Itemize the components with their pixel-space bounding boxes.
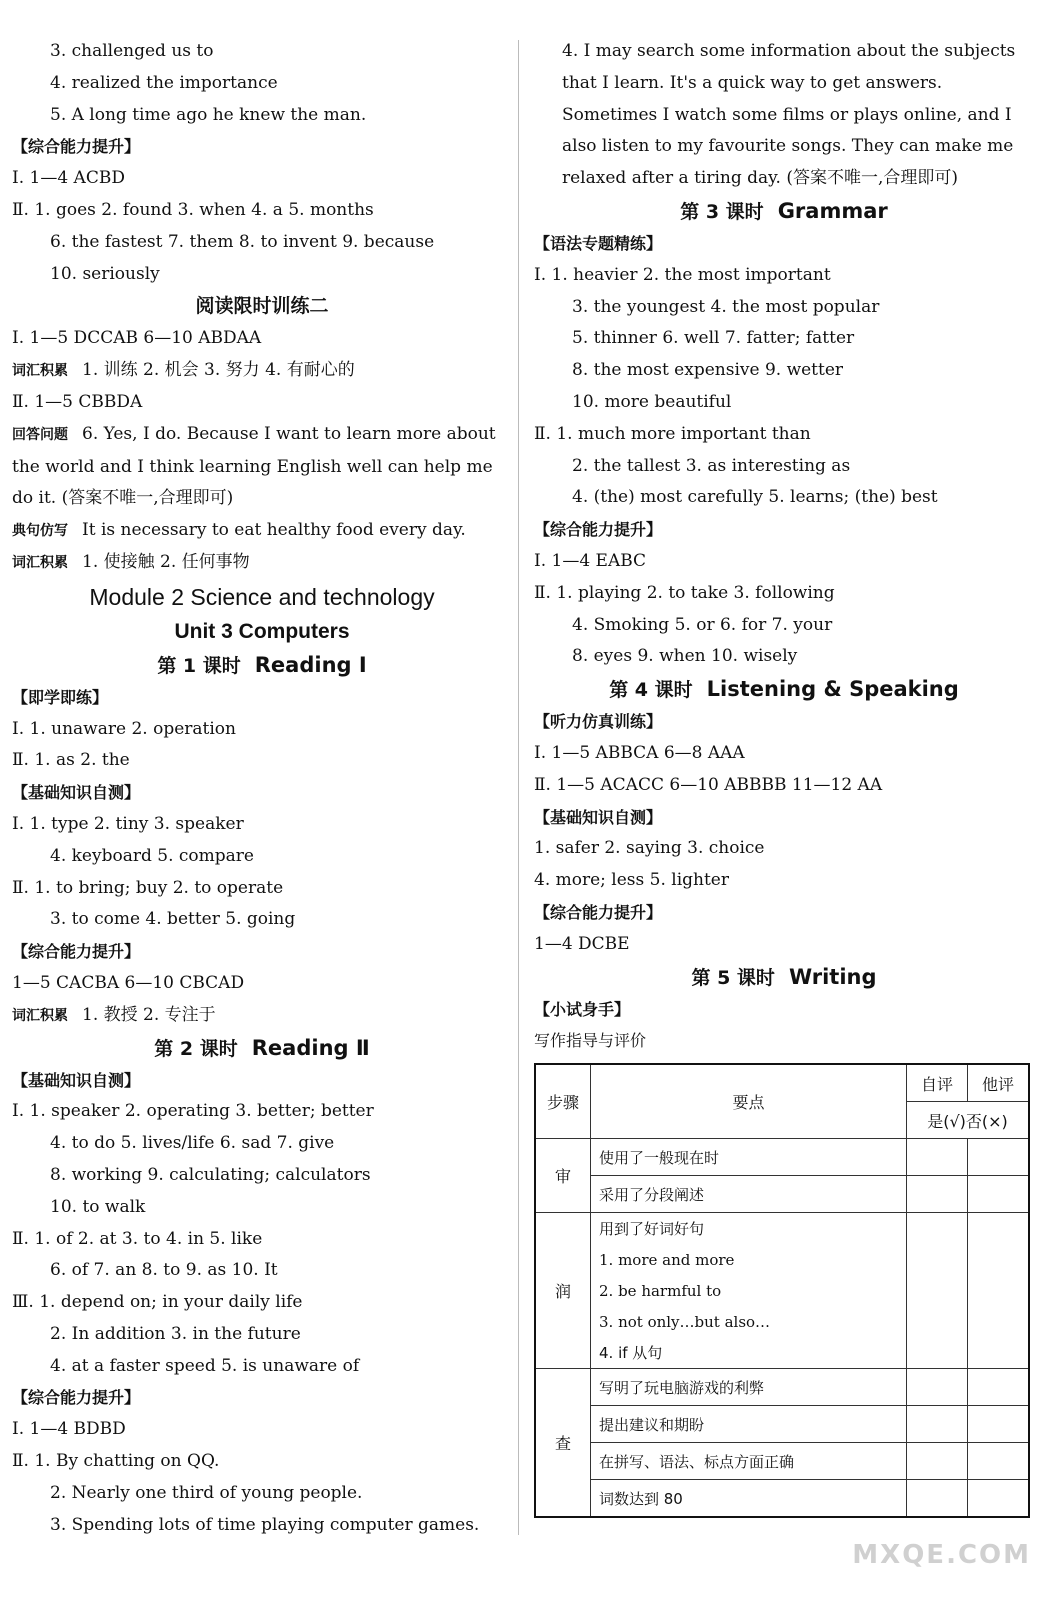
module-title: Module 2 Science and technology: [89, 583, 435, 610]
answer-line: 4. Smoking 5. or 6. for 7. your: [572, 614, 833, 635]
self-eval-cell[interactable]: [907, 1480, 968, 1518]
section-tag: 【综合能力提升】: [12, 1388, 141, 1408]
table-item: 提出建议和期盼: [591, 1406, 907, 1443]
answer-line: 2. In addition 3. in the future: [50, 1323, 301, 1344]
table-item: 2. be harmful to: [591, 1275, 907, 1306]
answer-line: Ⅱ. 1—5 CBBDA: [12, 391, 143, 412]
lesson-heading: [534, 195, 1034, 228]
self-eval-cell[interactable]: [907, 1213, 968, 1369]
section-tag: 【综合能力提升】: [12, 942, 141, 962]
answer-line: 10. more beautiful: [572, 391, 732, 412]
answer-line: Ⅱ. 1. much more important than: [534, 423, 811, 444]
answer-line: 8. working 9. calculating; calculators: [50, 1164, 371, 1185]
table-item: 写明了玩电脑游戏的利弊: [591, 1369, 907, 1406]
table-header-step: 步骤: [535, 1064, 591, 1139]
answer-line: Ⅰ. 1—4 BDBD: [12, 1419, 126, 1440]
table-item: 词数达到 80: [591, 1480, 907, 1518]
table-header-self: 自评: [907, 1064, 968, 1102]
vocab-label: 词汇积累: [12, 363, 68, 380]
answer-line: Ⅱ. 1—5 ACACC 6—10 ABBBB 11—12 AA: [534, 774, 883, 795]
lesson-name: Writing: [788, 964, 877, 989]
answer-line: Ⅰ. 1—4 ACBD: [12, 168, 125, 189]
vocab-line: [12, 1000, 512, 1032]
answer-line: Ⅱ. 1. as 2. the: [12, 750, 130, 771]
table-caption: 写作指导与评价: [534, 1031, 647, 1051]
answer-line: 6. the fastest 7. them 8. to invent 9. because: [50, 231, 435, 252]
vocab-line: [12, 355, 512, 387]
answer-line: 10. to walk: [50, 1196, 146, 1217]
self-eval-cell[interactable]: [907, 1176, 968, 1213]
table-item: 1. more and more: [591, 1244, 907, 1275]
lesson-number: 第 2 课时: [154, 1037, 238, 1060]
answer-line: Ⅲ. 1. depend on; in your daily life: [12, 1292, 303, 1313]
writing-evaluation-table: [534, 1063, 1030, 1518]
section-tag: 【综合能力提升】: [534, 520, 663, 540]
answer-line: Ⅱ. 1. goes 2. found 3. when 4. a 5. months: [12, 199, 374, 220]
right-column: [534, 36, 1034, 1518]
vocab-line: [12, 547, 512, 579]
answer-line: Ⅱ. 1. playing 2. to take 3. following: [534, 582, 835, 603]
answer-line: Ⅰ. 1. type 2. tiny 3. speaker: [12, 813, 244, 834]
lesson-heading: [12, 1032, 512, 1065]
section-tag: 【即学即练】: [12, 687, 109, 707]
peer-eval-cell[interactable]: [968, 1176, 1030, 1213]
lesson-number: 第 4 课时: [609, 679, 693, 702]
table-header-scale: 是(√)否(×): [907, 1102, 1030, 1139]
answer-label: 回答问题: [12, 426, 68, 443]
self-eval-cell[interactable]: [907, 1406, 968, 1443]
answer-line: Ⅰ. 1—5 DCCAB 6—10 ABDAA: [12, 328, 262, 349]
vocab-text: 1. 训练 2. 机会 3. 努力 4. 有耐心的: [82, 360, 355, 381]
answer-paragraph: [12, 419, 512, 515]
section-tag: 【综合能力提升】: [534, 902, 663, 922]
peer-eval-cell[interactable]: [968, 1406, 1030, 1443]
answer-line: 3. challenged us to: [50, 41, 214, 61]
lesson-heading: [12, 649, 512, 682]
vocab-label: 词汇积累: [12, 1007, 68, 1024]
section-tag: 【基础知识自测】: [534, 807, 663, 827]
unit-title: Unit 3 Computers: [174, 619, 350, 643]
answer-line: 1. safer 2. saying 3. choice: [534, 838, 765, 859]
left-column: [12, 36, 512, 1541]
table-item: 使用了一般现在时: [591, 1139, 907, 1176]
peer-eval-cell[interactable]: [968, 1443, 1030, 1480]
answer-line: Ⅱ. 1. of 2. at 3. to 4. in 5. like: [12, 1228, 263, 1249]
answer-line: Ⅱ. 1. to bring; buy 2. to operate: [12, 877, 284, 898]
lesson-heading: [534, 961, 1034, 994]
answer-line: Ⅰ. 1—5 ABBCA 6—8 AAA: [534, 742, 745, 763]
answer-line: 3. the youngest 4. the most popular: [572, 296, 880, 317]
answer-line: 2. Nearly one third of young people.: [50, 1482, 363, 1503]
peer-eval-cell[interactable]: [968, 1139, 1030, 1176]
section-tag: 【基础知识自测】: [12, 783, 141, 803]
table-item: 在拼写、语法、标点方面正确: [591, 1443, 907, 1480]
table-header-peer: 他评: [968, 1064, 1030, 1102]
answer-line: 3. Spending lots of time playing computer games.: [50, 1514, 480, 1535]
table-header-points: 要点: [591, 1064, 907, 1139]
answer-line: Ⅱ. 1. By chatting on QQ.: [12, 1451, 220, 1472]
answer-line: 5. A long time ago he knew the man.: [50, 104, 367, 125]
answer-line: 1—4 DCBE: [534, 933, 630, 954]
section-tag: 【综合能力提升】: [12, 137, 141, 157]
section-heading: 阅读限时训练二: [195, 295, 329, 318]
answer-line: 8. eyes 9. when 10. wisely: [572, 646, 798, 667]
answer-line: 4. more; less 5. lighter: [534, 870, 729, 891]
lesson-name: Reading Ⅱ: [251, 1035, 370, 1060]
vocab-text: 1. 教授 2. 专注于: [82, 1004, 216, 1025]
self-eval-cell[interactable]: [907, 1443, 968, 1480]
table-item: 3. not only…but also…: [591, 1306, 907, 1337]
column-divider: [518, 40, 519, 1535]
section-tag: 【听力仿真训练】: [534, 712, 663, 732]
lesson-name: Reading Ⅰ: [254, 652, 367, 677]
section-tag: 【小试身手】: [534, 999, 631, 1019]
table-step-cell: 查: [535, 1369, 591, 1518]
answer-line: 5. thinner 6. well 7. fatter; fatter: [572, 328, 855, 349]
answer-line: 6. of 7. an 8. to 9. as 10. It: [50, 1260, 278, 1281]
table-step-cell: 审: [535, 1139, 591, 1213]
answer-line: 4. (the) most carefully 5. learns; (the) best: [572, 487, 938, 508]
table-item: 采用了分段阐述: [591, 1176, 907, 1213]
sentence-label: 典句仿写: [12, 523, 68, 540]
vocab-text: 1. 使接触 2. 任何事物: [82, 551, 250, 572]
table-item: 用到了好词好句: [591, 1213, 907, 1245]
answer-line: Ⅰ. 1. speaker 2. operating 3. better; better: [12, 1101, 374, 1122]
answer-line: 10. seriously: [50, 263, 160, 284]
peer-eval-cell[interactable]: [968, 1369, 1030, 1406]
section-tag: 【语法专题精练】: [534, 233, 663, 253]
answer-line: 4. at a faster speed 5. is unaware of: [50, 1355, 360, 1376]
vocab-label: 词汇积累: [12, 554, 68, 571]
peer-eval-cell[interactable]: [968, 1480, 1030, 1518]
answer-line: 4. realized the importance: [50, 72, 278, 93]
answer-line: 2. the tallest 3. as interesting as: [572, 455, 851, 476]
answer-line: Ⅰ. 1—4 EABC: [534, 550, 647, 571]
peer-eval-cell[interactable]: [968, 1213, 1030, 1369]
table-step-cell: 润: [535, 1213, 591, 1369]
lesson-number: 第 3 课时: [680, 200, 764, 223]
watermark: MXQE.COM: [852, 1540, 1031, 1570]
answer-line: 4. keyboard 5. compare: [50, 845, 254, 866]
lesson-number: 第 5 课时: [691, 966, 775, 989]
answer-line: 4. to do 5. lives/life 6. sad 7. give: [50, 1133, 335, 1154]
table-item: 4. if 从句: [591, 1337, 907, 1369]
section-tag: 【基础知识自测】: [12, 1070, 141, 1090]
answer-text: 6. Yes, I do. Because I want to learn more about the world and I think learning English well can help me do it. (答案不唯一,合理即可): [12, 423, 496, 509]
answer-line: 8. the most expensive 9. wetter: [572, 360, 844, 381]
answer-line: 3. to come 4. better 5. going: [50, 909, 296, 930]
answer-line: Ⅰ. 1. unaware 2. operation: [12, 718, 236, 739]
lesson-heading: [534, 673, 1034, 706]
self-eval-cell[interactable]: [907, 1139, 968, 1176]
answer-paragraph: 4. I may search some information about the subjects that I learn. It's a quick way to get answers. Sometimes I watch some films or plays online, and I also listen to my favourite songs. They can make me relaxed after a tiring day. (答案不唯一,合理即可): [562, 41, 1016, 189]
self-eval-cell[interactable]: [907, 1369, 968, 1406]
sentence-line: [12, 515, 512, 547]
answer-line: Ⅰ. 1. heavier 2. the most important: [534, 264, 831, 285]
lesson-name: Listening & Speaking: [706, 677, 959, 702]
answer-line: 1—5 CACBA 6—10 CBCAD: [12, 972, 245, 993]
sentence-text: It is necessary to eat healthy food every day.: [82, 520, 466, 541]
lesson-number: 第 1 课时: [157, 654, 241, 677]
lesson-name: Grammar: [777, 198, 888, 223]
